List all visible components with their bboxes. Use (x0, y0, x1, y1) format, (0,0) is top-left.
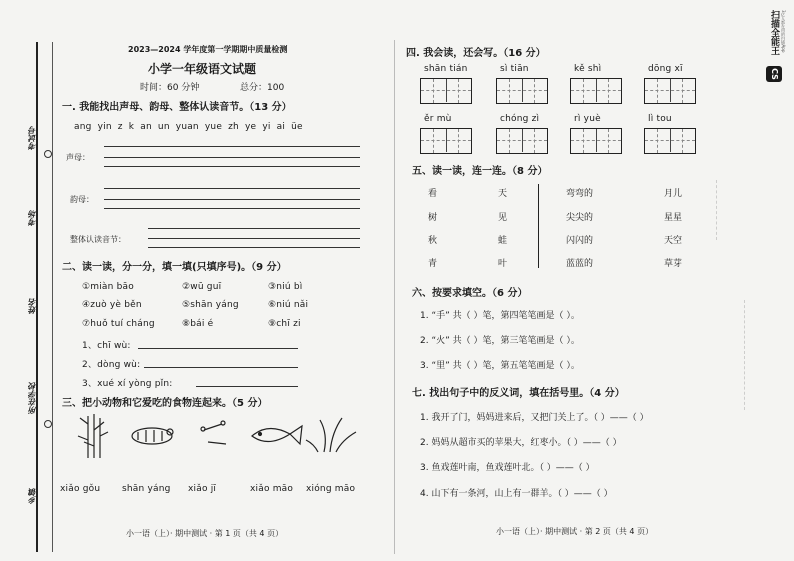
q3-word: xiǎo jī (188, 484, 217, 494)
q5-col4-item: 草芽 (664, 259, 683, 269)
exam-header: 2023—2024 学年度第一学期期中质量检测 (128, 45, 288, 54)
q4-writing-grid[interactable] (420, 78, 472, 104)
scanner-name: 扫描全能王 (769, 10, 779, 55)
binding-line-inner (52, 42, 53, 552)
q5-col1-item: 青 (428, 259, 438, 269)
q5-col2-item: 蛙 (498, 236, 508, 246)
q2-item: ①miàn bāo (82, 282, 134, 292)
q5-col1-item: 看 (428, 189, 438, 199)
q7-title: 七. 找出句子中的反义词，填在括号里。（4 分） (412, 388, 625, 399)
side-label-school: 所在学校 (28, 382, 37, 414)
q1-title: 一. 我能找出声母、韵母、整体认读音节。（13 分） (62, 102, 292, 113)
side-label-exam-no: 考试号 (28, 126, 37, 150)
exam-title: 小学一年级语文试题 (148, 62, 257, 76)
exam-time: 时间：60 分钟 (140, 83, 200, 93)
q1-syllables: ang yin z k an un yuan yue zh ye yi ai üe (74, 122, 303, 132)
q2-item: ⑦huǒ tuí cháng (82, 319, 155, 329)
caterpillar-icon (132, 428, 173, 444)
q7-line[interactable]: 2. 妈妈从超市买的苹果大，红枣小。（ ）——（ ） (420, 438, 622, 448)
q4-pinyin: lì tou (648, 114, 672, 124)
q4-writing-grid[interactable] (644, 78, 696, 104)
q5-col1-item: 秋 (428, 236, 438, 246)
bamboo-icon (78, 414, 108, 458)
q2-answer-line[interactable] (144, 367, 298, 368)
q2-item: ④zuò yè běn (82, 300, 142, 310)
q4-pinyin: ěr mù (424, 114, 452, 124)
side-label-town: 乡镇 (28, 488, 37, 504)
page2-footer: 小一语（上）· 期中测试 · 第 2 页（共 4 页） (496, 527, 654, 536)
q5-col4-item: 月儿 (664, 189, 683, 199)
q5-col4-item: 天空 (664, 236, 683, 246)
q2-answer-line[interactable] (138, 348, 298, 349)
grass-icon (306, 418, 356, 452)
q2-item: ⑧bái é (182, 319, 214, 329)
q5-col2-item: 见 (498, 213, 508, 223)
q4-writing-grid[interactable] (496, 78, 548, 104)
q2-item: ③niú bì (268, 282, 303, 292)
q4-pinyin: kě shì (574, 64, 602, 74)
fish-icon (252, 426, 302, 444)
binding-hole (44, 420, 52, 428)
q4-writing-grid[interactable] (570, 78, 622, 104)
side-label-room: 考场 (28, 210, 37, 226)
q2-line-label: 2、dòng wù: (82, 360, 141, 370)
page-divider (394, 40, 395, 554)
q5-col1-item: 树 (428, 213, 438, 223)
side-label-name: 姓名 (28, 298, 37, 314)
scanner-tagline: 3亿人都在用的扫描App (781, 10, 786, 53)
q5-divider (538, 184, 539, 268)
q4-pinyin: chóng zì (500, 114, 540, 124)
q1-label-initials: 声母： (66, 153, 90, 162)
q4-writing-grid[interactable] (420, 128, 472, 154)
q2-item: ⑨chī zi (268, 319, 301, 329)
q3-title: 三、把小动物和它爱吃的食物连起来。（5 分） (62, 398, 268, 409)
q2-title: 二、读一读，分一分，填一填(只填序号)。（9 分） (62, 262, 287, 273)
q2-item: ②wū guī (182, 282, 222, 292)
q1-label-finals: 韵母： (70, 195, 94, 204)
q7-line[interactable]: 1. 我开了门，妈妈进来后，又把门关上了。（ ）——（ ） (420, 413, 649, 423)
q4-title: 四. 我会读，还会写。（16 分） (406, 48, 546, 59)
page1-footer: 小一语（上）· 期中测试 · 第 1 页（共 4 页） (126, 529, 284, 538)
q3-word: shān yáng (122, 484, 171, 494)
scanner-watermark (762, 4, 786, 94)
q2-line-label: 1、chī wù: (82, 341, 131, 351)
q6-line[interactable]: 1. “手” 共（ ）笔，第四笔笔画是（ ）。 (420, 311, 580, 321)
q4-pinyin: dōng xī (648, 64, 683, 74)
q7-line[interactable]: 4. 山下有一条河，山上有一群羊。（ ）——（ ） (420, 489, 613, 499)
q5-col3-item: 尖尖的 (566, 213, 594, 223)
q6-line[interactable]: 2. “火” 共（ ）笔，第三笔笔画是（ ）。 (420, 336, 580, 346)
q4-pinyin: rì yuè (574, 114, 601, 124)
q4-writing-grid[interactable] (570, 128, 622, 154)
q6-line[interactable]: 3. “里” 共（ ）笔，第五笔笔画是（ ）。 (420, 361, 580, 371)
q5-col3-item: 闪闪的 (566, 236, 594, 246)
q5-col3-item: 弯弯的 (566, 189, 594, 199)
binding-hole (44, 150, 52, 158)
q2-answer-line[interactable] (196, 386, 298, 387)
q4-pinyin: shān tián (424, 64, 468, 74)
q2-line-label: 3、xué xí yòng pǐn: (82, 379, 173, 389)
q1-label-whole: 整体认读音节： (70, 235, 126, 244)
q4-writing-grid[interactable] (644, 128, 696, 154)
q4-writing-grid[interactable] (496, 128, 548, 154)
q4-pinyin: sì tiān (500, 64, 529, 74)
q6-title: 六、按要求填空。（6 分） (412, 288, 528, 299)
q3-word: xióng māo (306, 484, 356, 494)
q5-col2-item: 天 (498, 189, 508, 199)
q5-title: 五、读一读，连一连。（8 分） (412, 166, 548, 177)
q3-pictures (66, 410, 366, 460)
q3-word: xiǎo gǒu (60, 484, 101, 494)
q2-item: ⑥niú nǎi (268, 300, 309, 310)
q5-col3-item: 蓝蓝的 (566, 259, 594, 269)
exam-total: 总分：100 (240, 83, 285, 93)
q3-word: xiǎo māo (250, 484, 294, 494)
q5-col4-item: 星星 (664, 213, 683, 223)
bones-icon (201, 421, 226, 444)
q7-line[interactable]: 3. 鱼戏莲叶南，鱼戏莲叶北。（ ）——（ ） (420, 463, 595, 473)
scanner-logo: CS (766, 66, 782, 82)
binding-line-outer (36, 42, 38, 552)
q5-col2-item: 叶 (498, 259, 508, 269)
q2-item: ⑤shān yáng (182, 300, 239, 310)
